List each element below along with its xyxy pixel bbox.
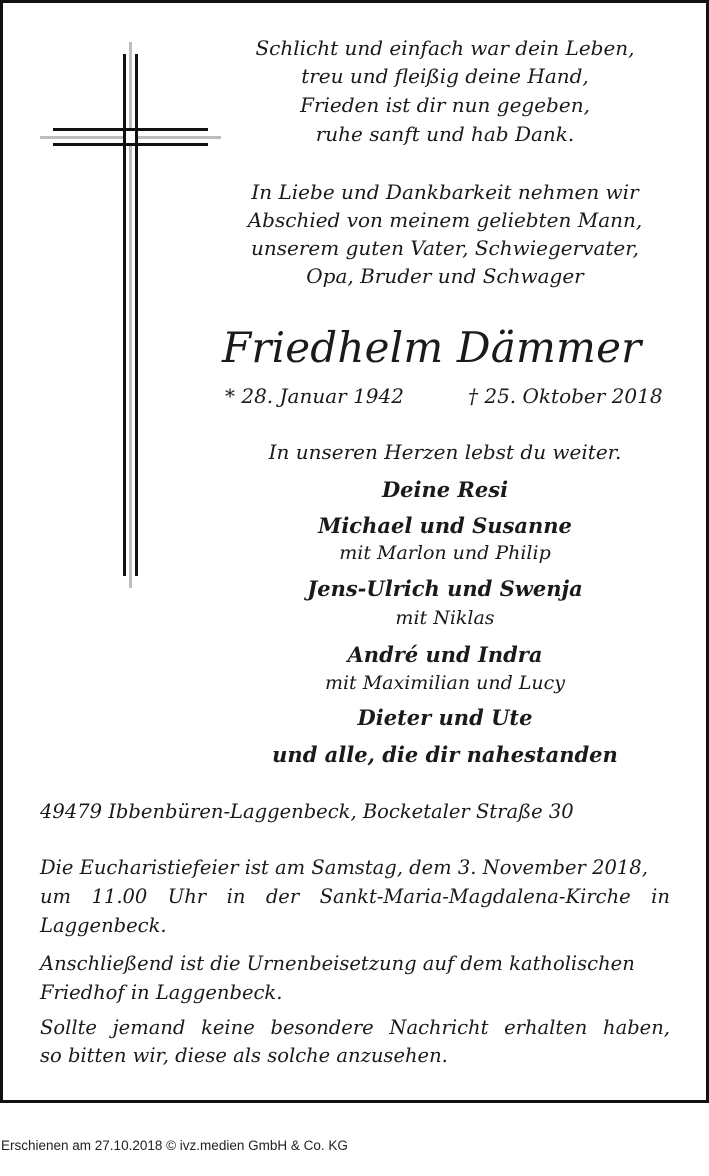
intro-line: Opa, Bruder und Schwager — [306, 264, 584, 288]
word: besondere — [270, 1016, 374, 1039]
mourners-intro: In unseren Herzen lebst du weiter. — [268, 440, 622, 464]
mourner-others: und alle, die dir nahestanden — [272, 742, 618, 767]
death-date: † 25. Oktober 2018 — [468, 384, 663, 408]
poem-line: Frieden ist dir nun gegeben, — [300, 93, 590, 117]
word: erhalten — [504, 1016, 588, 1039]
address: 49479 Ibbenbüren-Laggenbeck, Bocketaler Straße 30 — [40, 800, 574, 823]
mourner-wife: Deine Resi — [381, 477, 509, 502]
intro-line: In Liebe und Dankbarkeit nehmen wir — [251, 180, 639, 204]
publication-footer: Erschienen am 27.10.2018 © ivz.medien GmbH & Co. KG — [1, 1138, 348, 1153]
birth-date: * 28. Januar 1942 — [225, 384, 404, 408]
word: in — [651, 885, 670, 908]
mourner-family: Dieter und Ute — [357, 705, 533, 730]
mass-info-line: Die Eucharistiefeier ist am Samstag, dem 3. November 2018, — [40, 856, 648, 879]
word: um — [40, 885, 72, 908]
mourner-children: mit Niklas — [395, 607, 495, 629]
notice-line — [40, 1018, 670, 1038]
word: Sollte — [40, 1016, 97, 1039]
notice-line: so bitten wir, diese als solche anzusehen. — [40, 1044, 448, 1067]
mourner-family: André und Indra — [347, 642, 543, 667]
word: 11.00 — [91, 885, 148, 908]
word: Sankt-Maria-Magdalena-Kirche — [319, 885, 631, 908]
word: Uhr — [167, 885, 207, 908]
mourner-family: Michael und Susanne — [318, 513, 572, 538]
mourner-children: mit Maximilian und Lucy — [324, 672, 566, 694]
poem-line: ruhe sanft und hab Dank. — [315, 122, 575, 146]
word: jemand — [112, 1016, 186, 1039]
mourner-children: mit Marlon und Philip — [339, 542, 551, 564]
word: Nachricht — [389, 1016, 489, 1039]
word: der — [265, 885, 300, 908]
intro-line: Abschied von meinem geliebten Mann, — [247, 208, 643, 232]
mourner-family: Jens-Ulrich und Swenja — [307, 576, 583, 601]
mass-info-line: Laggenbeck. — [40, 914, 167, 937]
burial-info-line: Anschließend ist die Urnenbeisetzung auf dem katholischen — [40, 952, 635, 975]
burial-info-line: Friedhof in Laggenbeck. — [40, 981, 283, 1004]
poem-line: Schlicht und einfach war dein Leben, — [255, 36, 635, 60]
deceased-name: Friedhelm Dämmer — [222, 323, 642, 372]
word: in — [226, 885, 246, 908]
poem-line: treu und fleißig deine Hand, — [301, 64, 589, 88]
word: keine — [201, 1016, 255, 1039]
mass-info-line — [40, 887, 670, 907]
intro-line: unserem guten Vater, Schwiegervater, — [250, 236, 639, 260]
word: haben, — [603, 1016, 670, 1039]
